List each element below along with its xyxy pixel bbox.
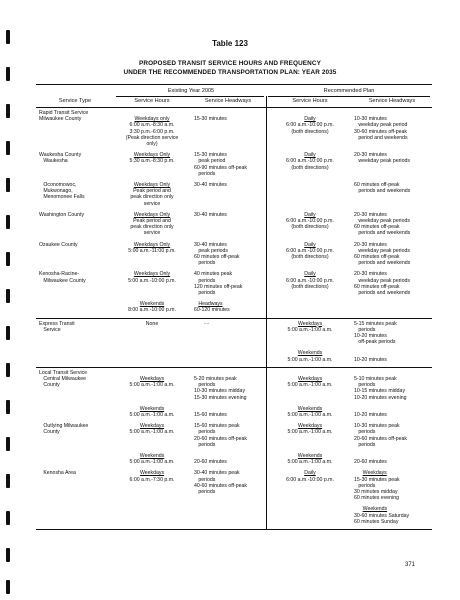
cell-service-type [39, 212, 111, 218]
cell-line: Service [39, 326, 61, 333]
cell-line: 5-10 minutes peak [354, 375, 397, 382]
table-row [36, 182, 432, 212]
table-row [36, 301, 432, 315]
cell-line: 30-60 minutes off-peak [354, 128, 407, 135]
cell-line: Washington County [39, 211, 85, 218]
column-divider [266, 96, 267, 107]
cell-line: 5:00 a.m.-1:00 a.m. [129, 411, 175, 418]
cell-line: peak direction only [130, 194, 174, 201]
cell-line: 15-30 minutes [194, 152, 227, 159]
cell-existing-hours [116, 453, 188, 465]
table-row [36, 350, 432, 364]
cell-line: Weekdays Only [133, 271, 171, 278]
cell-line: periods and weekends [354, 188, 411, 195]
cell-line: 20-60 minutes off-peak [194, 435, 247, 442]
cell-line: Oconomowoc, [39, 182, 77, 188]
cell-line: weekday peak periods [354, 218, 410, 224]
cell-line: 5:00 a.m.-1:00 a.m. [129, 382, 175, 389]
cell-line: 10-20 minutes [354, 332, 387, 339]
cell-line: 20-60 minutes off-peak [354, 435, 407, 442]
cell-line: 5-15 minutes peak [354, 320, 397, 327]
cell-line: Express Transit [39, 320, 75, 327]
cell-recommended-headways [354, 212, 430, 237]
cell-line: 60 minutes off-peak [194, 254, 240, 260]
cell-line: Weekends [139, 301, 165, 308]
cell-line: Weekends [297, 452, 323, 459]
cell-line: 30 minutes midday [354, 488, 398, 495]
table-title-line-2: UNDER THE RECOMMENDED TRANSPORTATION PLAN: YEAR 2035 [123, 69, 337, 76]
cell-line: 6:00 a.m.-10:00 p.m. [286, 247, 334, 254]
cell-line: periods [194, 441, 216, 448]
binder-mark [6, 363, 10, 377]
cell-line: Weekends [139, 452, 165, 459]
binder-mark [6, 252, 10, 266]
cell-line: periods [194, 382, 216, 389]
cell-line: Weekdays [297, 423, 323, 430]
cell-line: (both directions) [291, 224, 329, 231]
column-divider [266, 319, 267, 367]
cell-line: Milwaukee County [39, 277, 86, 284]
cell-line: 15-30 minutes [194, 116, 227, 123]
cell-line: Waukesha County [39, 152, 82, 159]
cell-line: (Peak direction service [125, 134, 179, 141]
cell-line: periods [354, 482, 376, 489]
table-number: Table 123 [212, 39, 248, 48]
cell-line: weekday peak periods [354, 158, 410, 165]
cell-line: 5:00 a.m.-1:00 a.m. [287, 382, 333, 389]
cell-line: 6:00 a.m.-10:00 p.m. [286, 277, 334, 284]
cell-recommended-headways [354, 242, 430, 267]
cell-line: Central Milwaukee [39, 375, 86, 382]
page-number: 371 [405, 562, 416, 568]
cell-existing-hours [116, 242, 188, 254]
cell-line: 20-60 minutes [354, 459, 387, 466]
cell-line: weekday peak period [354, 122, 408, 129]
cell-line: 20-30 minutes [354, 271, 387, 278]
column-group-row [36, 85, 432, 96]
cell-line: Outlying Milwaukee [39, 423, 89, 430]
cell-existing-headways [194, 376, 266, 401]
cell-line: 10-20 minutes [354, 411, 387, 418]
cell-recommended-headways [354, 453, 430, 465]
binder-mark [6, 437, 10, 451]
cell-line: Daily [304, 241, 316, 248]
cell-recommended-hours [268, 350, 352, 362]
table-row [36, 212, 432, 242]
cell-line: 10-20 minutes [354, 356, 387, 363]
section-title: Local Transit Service [39, 369, 88, 376]
cell-recommended-hours [268, 271, 352, 290]
cell-line: Weekdays Only [133, 241, 171, 248]
cell-line: Daily [304, 116, 316, 123]
header-service-type: Service Type [58, 98, 92, 104]
cell-line: 15-30 minutes evening [194, 394, 247, 401]
group-recommended: Recommended Plan [323, 88, 375, 94]
cell-recommended-hours [268, 406, 352, 418]
cell-recommended-hours [268, 321, 352, 333]
cell-recommended-hours [268, 470, 352, 482]
binder-mark [6, 178, 10, 192]
column-divider [266, 108, 267, 318]
cell-line: 5:00 a.m.-1:00 a.m. [287, 326, 333, 333]
cell-existing-headways [194, 152, 266, 177]
cell-recommended-headways [354, 152, 430, 164]
cell-line: periods [194, 476, 216, 483]
cell-line: periods and weekends [354, 260, 411, 267]
cell-recommended-hours [268, 116, 352, 135]
table-row [36, 406, 432, 423]
cell-line: period and weekends [354, 134, 408, 141]
cell-existing-hours [116, 376, 188, 388]
cell-service-type [39, 376, 111, 388]
cell-service-type [39, 182, 111, 201]
cell-line: 60 minutes evening [354, 495, 399, 502]
cell-line: 5:00 a.m.-1:00 a.m. [129, 459, 175, 466]
cell-line: Daily [304, 470, 316, 477]
cell-line: 10-15 minutes midday [354, 388, 406, 395]
cell-line: 6:00 a.m.-10:00 p.m. [286, 476, 334, 483]
cell-line: peak period [194, 158, 226, 165]
cell-recommended-hours [268, 242, 352, 261]
binder-mark [6, 548, 10, 562]
cell-line: 60 minutes off-peak [354, 224, 400, 231]
cell-line: 20-30 minutes [354, 241, 387, 248]
cell-line: off-peak periods [354, 339, 396, 346]
column-header-row [36, 96, 432, 108]
cell-line: (both directions) [291, 128, 329, 135]
cell-line: 5:00 a.m.-1:00 a.m. [287, 356, 333, 363]
cell-recommended-headways [354, 271, 430, 296]
cell-recommended-hours [268, 152, 352, 171]
cell-existing-headways [194, 212, 266, 218]
cell-line: 10-30 minutes peak [354, 423, 400, 430]
cell-existing-headways [194, 182, 266, 188]
cell-line: Weekdays [139, 470, 165, 477]
cell-line: peak periods [194, 247, 229, 254]
service-table [36, 84, 432, 530]
cell-existing-hours [116, 406, 188, 418]
cell-line: Kenosha-Racine- [39, 271, 80, 278]
cell-line: 120 minutes off-peak [194, 283, 243, 290]
cell-line: 6:00 a.m.-7:30 p.m. [129, 476, 175, 483]
cell-recommended-headways [354, 506, 430, 525]
cell-line: only) [146, 141, 158, 148]
column-divider [266, 368, 267, 529]
cell-existing-headways [194, 116, 266, 122]
cell-existing-headways [194, 301, 266, 313]
cell-line: peak direction only [130, 224, 174, 231]
cell-line: periods [354, 382, 376, 389]
cell-line: Mukwonago, [39, 188, 73, 195]
cell-line: 10-30 minutes [354, 116, 387, 123]
cell-line: 8:00 a.m.-10:00 p.m. [128, 307, 176, 314]
section-local-transit [36, 368, 432, 529]
cell-recommended-headways [354, 376, 430, 401]
cell-existing-hours [116, 182, 188, 207]
cell-line: 20-60 minutes [194, 459, 227, 466]
cell-line: weekday peak periods [354, 247, 410, 254]
cell-line: 20-30 minutes [354, 152, 387, 159]
cell-line: periods [354, 326, 376, 333]
cell-line: County [39, 382, 60, 389]
cell-line: periods [194, 170, 216, 177]
table-row [36, 423, 432, 453]
cell-line: periods [354, 441, 376, 448]
cell-line: periods [194, 488, 216, 495]
cell-recommended-headways [354, 350, 430, 362]
cell-line: - - [194, 320, 209, 327]
cell-line: (both directions) [291, 164, 329, 171]
cell-line: Waukesha [39, 158, 68, 165]
binder-mark [6, 474, 10, 488]
cell-existing-hours [116, 271, 188, 283]
cell-line: Kenosha Area [39, 470, 76, 477]
table-row [36, 376, 432, 406]
cell-line: Peak period and [133, 188, 171, 195]
cell-line: None [145, 320, 159, 327]
cell-line: 3:30 p.m.-6:00 p.m. [129, 128, 175, 135]
cell-line: 5-20 minutes peak [194, 375, 237, 382]
group-existing: Existing Year 2005 [167, 88, 215, 94]
cell-recommended-hours [268, 376, 352, 388]
binder-mark [6, 215, 10, 229]
cell-existing-headways [194, 271, 266, 296]
cell-line: (both directions) [291, 254, 329, 260]
binder-mark [6, 326, 10, 340]
cell-recommended-headways [354, 182, 430, 194]
cell-existing-hours [116, 321, 188, 327]
section-title: Rapid Transit Service [39, 110, 89, 116]
cell-line: 5:00 a.m.-11:00 p.m. [128, 247, 176, 254]
cell-line: 6:00 a.m.-8:30 a.m. [129, 122, 175, 129]
cell-line: 5:00 a.m.-10:00 p.m. [128, 277, 176, 284]
table-title-line-1: PROPOSED TRANSIT SERVICE HOURS AND FREQUENCY [139, 60, 321, 67]
cell-existing-headways [194, 470, 266, 495]
cell-line: periods and weekends [354, 290, 411, 296]
cell-line: Weekends [297, 405, 323, 412]
cell-line: 30-40 minutes [194, 182, 227, 188]
cell-line: 15-60 minutes peak [194, 423, 240, 430]
header-existing-headways: Service Headways [204, 98, 252, 104]
cell-service-type [39, 152, 111, 164]
cell-line: 60 minutes off-peak [354, 283, 400, 290]
cell-line: Weekdays [362, 470, 387, 477]
cell-recommended-headways [354, 116, 430, 141]
cell-line: Weekdays [297, 320, 323, 327]
cell-existing-hours [116, 470, 188, 482]
header-recommended-hours: Service Hours [292, 98, 328, 104]
cell-line: 20-30 minutes [354, 211, 387, 218]
cell-line: 60-90 minutes off-peak [194, 164, 247, 171]
cell-line: Menomonee Falls [39, 194, 85, 201]
cell-line: periods [194, 290, 216, 296]
cell-line: 15-60 minutes [194, 411, 227, 418]
cell-recommended-headways [354, 423, 430, 448]
table-row [36, 321, 432, 351]
cell-line: periods and weekends [354, 230, 411, 237]
cell-line: Weekdays [139, 423, 165, 430]
table-row [36, 116, 432, 152]
table-row [36, 271, 432, 301]
cell-recommended-hours [268, 423, 352, 435]
cell-line: 6:00 a.m.-10:00 p.m. [286, 122, 334, 129]
cell-line: Weekends [139, 405, 165, 412]
section-rapid-transit [36, 108, 432, 319]
table-row [36, 242, 432, 272]
table-row [36, 453, 432, 470]
cell-line: weekday peak periods [354, 277, 410, 284]
cell-line: 10-30 minutes midday [194, 388, 246, 395]
binder-mark [6, 104, 10, 118]
cell-line: Weekdays Only [133, 211, 171, 218]
cell-line: 5:00 a.m.-1:00 a.m. [287, 459, 333, 466]
cell-line: County [39, 429, 60, 436]
cell-line: 10-20 minutes evening [354, 394, 407, 401]
cell-existing-hours [116, 116, 188, 147]
cell-line: Milwaukee County [39, 116, 82, 123]
cell-line: 60 minutes Sunday [354, 518, 399, 525]
cell-line: 6:00 a.m.-10:00 p.m. [286, 218, 334, 224]
binder-mark [6, 580, 10, 594]
cell-line: 5:30 a.m.-8:30 p.m. [129, 158, 175, 165]
cell-line: Weekends [297, 350, 323, 357]
cell-recommended-hours [268, 453, 352, 465]
cell-service-type [39, 116, 111, 122]
table-row [36, 152, 432, 182]
binder-mark [6, 400, 10, 414]
cell-recommended-headways [354, 321, 430, 346]
cell-line: Weekdays Only [133, 152, 171, 159]
cell-existing-hours [116, 152, 188, 164]
cell-existing-headways [194, 321, 266, 327]
cell-line: 60 minutes off-peak [354, 254, 400, 260]
cell-existing-hours [116, 301, 188, 313]
cell-service-type [39, 271, 111, 283]
table-row [36, 506, 432, 527]
cell-service-type [39, 321, 111, 333]
cell-line: Weekdays [297, 375, 323, 382]
cell-recommended-hours [268, 212, 352, 231]
cell-line: Weekdays Only [133, 182, 171, 188]
cell-existing-headways [194, 453, 266, 465]
binder-mark [6, 511, 10, 525]
cell-existing-headways [194, 406, 266, 418]
cell-line: 60-120 minutes [194, 307, 230, 314]
binder-mark [6, 289, 10, 303]
cell-line: Weekends [362, 506, 388, 513]
cell-line: 15-30 minutes peak [354, 476, 400, 483]
header-existing-hours: Service Hours [134, 98, 170, 104]
cell-line: Daily [304, 271, 316, 278]
cell-line: periods [194, 429, 216, 436]
cell-line: 5:00 a.m.-1:00 a.m. [287, 429, 333, 436]
rows-local [36, 376, 432, 527]
cell-service-type [39, 470, 111, 476]
cell-recommended-headways [354, 406, 430, 418]
cell-line: 40 minutes peak [194, 271, 233, 278]
cell-line: 30-40 minutes [194, 241, 227, 248]
cell-line: 30-40 minutes peak [194, 470, 240, 477]
cell-line: service [143, 200, 161, 207]
cell-line: 5:00 a.m.-1:00 a.m. [129, 429, 175, 436]
cell-existing-hours [116, 423, 188, 435]
cell-line: Ozaukee County [39, 241, 78, 248]
section-express-transit [36, 319, 432, 368]
cell-existing-hours [116, 212, 188, 237]
binder-mark [6, 141, 10, 155]
cell-line: periods [194, 260, 216, 267]
cell-line: service [143, 230, 161, 237]
cell-line: 30-60 minutes Saturday [354, 512, 410, 519]
cell-line: 30-40 minutes [194, 211, 227, 218]
rows-rapid [36, 116, 432, 315]
cell-existing-headways [194, 242, 266, 267]
cell-existing-headways [194, 423, 266, 448]
cell-line: Headways [198, 301, 223, 308]
cell-service-type [39, 423, 111, 435]
cell-line: 6:00 a.m.-10:00 p.m. [286, 158, 334, 165]
cell-line: Weekdays [139, 375, 165, 382]
header-recommended-headways: Service Headways [368, 98, 416, 104]
cell-line: periods [194, 277, 216, 284]
cell-line: Peak period and [133, 218, 171, 224]
cell-line: (both directions) [291, 283, 329, 290]
cell-line: 60 minutes off-peak [354, 182, 400, 188]
cell-line: 5:00 a.m.-1:00 a.m. [287, 411, 333, 418]
rows-express [36, 321, 432, 365]
cell-line: Daily [304, 211, 316, 218]
cell-line: Daily [304, 152, 316, 159]
cell-service-type [39, 242, 111, 248]
cell-line: Weekdays only [134, 116, 170, 123]
table-row [36, 470, 432, 506]
cell-line: 40-60 minutes off-peak [194, 482, 247, 489]
cell-line: periods [354, 429, 376, 436]
cell-recommended-headways [354, 470, 430, 501]
